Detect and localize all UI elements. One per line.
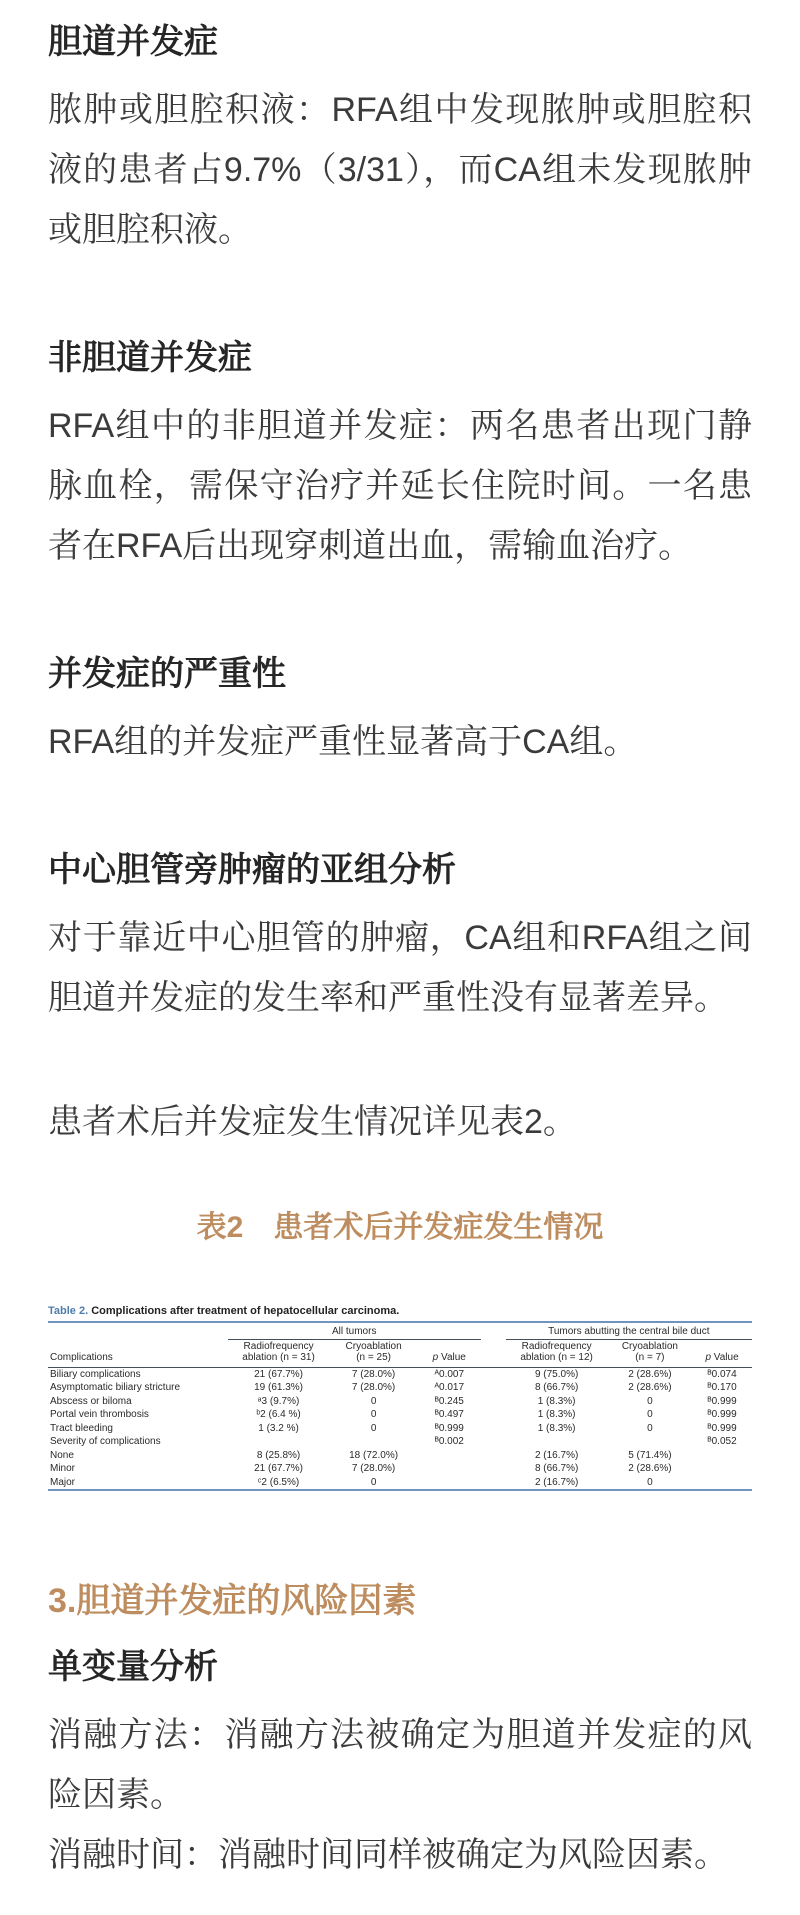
row-label: Tract bleeding	[50, 1422, 113, 1434]
header-line: ablation (n = 12)	[520, 1352, 593, 1363]
cell: 0	[370, 1395, 377, 1407]
spacer-cell	[481, 1339, 506, 1367]
column-header-rfa-all	[228, 1339, 330, 1367]
row-label: Abscess or biloma	[50, 1395, 132, 1407]
header-line: Radiofrequency	[521, 1340, 592, 1352]
cell	[418, 1462, 481, 1476]
row-label: Major	[50, 1476, 76, 1488]
table-row	[48, 1367, 752, 1381]
cell: 5 (71.4%)	[628, 1449, 672, 1461]
section-heading: 非胆道并发症	[48, 339, 252, 377]
cell: 19 (61.3%)	[254, 1382, 304, 1393]
empty-cell	[48, 1325, 228, 1339]
table2-title-text: Complications after treatment of hepatocellular carcinoma.	[91, 1305, 400, 1317]
cell: 1 (8.3%)	[537, 1395, 576, 1407]
header-line: (n = 7)	[635, 1352, 665, 1363]
table-row	[48, 1408, 752, 1422]
cell: 18 (72.0%)	[349, 1449, 399, 1461]
paragraph: 消融时间：消融时间同样被确定为风险因素。	[48, 1836, 728, 1874]
header-line: Value	[711, 1352, 739, 1363]
header-line: ablation (n = 31)	[242, 1352, 315, 1363]
spacer-cell	[481, 1476, 506, 1491]
table-row	[48, 1381, 752, 1395]
table-caption: 表2 患者术后并发症发生情况	[196, 1211, 604, 1244]
cell: 8 (66.7%)	[534, 1382, 579, 1393]
header-line: Radiofrequency	[243, 1340, 314, 1352]
section-heading: 胆道并发症	[48, 23, 218, 61]
cell: ᴮ0.002	[434, 1436, 464, 1447]
cell	[692, 1449, 752, 1463]
cell: 0	[370, 1422, 377, 1434]
cell: ᴮ0.497	[434, 1409, 464, 1420]
cell: ᵃ3 (9.7%)	[257, 1395, 300, 1407]
p-italic: p	[432, 1352, 439, 1363]
cell: 2 (28.6%)	[628, 1463, 672, 1474]
table-reference-paragraph: 患者术后并发症发生情况详见表2。	[48, 1103, 577, 1141]
p-italic: p	[705, 1352, 712, 1363]
table2-column-header-row	[48, 1339, 752, 1367]
table-row	[48, 1449, 752, 1463]
cell: 21 (67.7%)	[254, 1368, 304, 1380]
group-header-central-bile-duct: Tumors abutting the central bile duct	[506, 1325, 752, 1339]
cell: ᴮ0.999	[707, 1422, 737, 1434]
cell: 1 (3.2 %)	[258, 1422, 299, 1434]
table2-title-label: Table 2.	[48, 1305, 89, 1317]
cell: ᴮ0.245	[434, 1395, 464, 1407]
cell: ᴮ0.999	[707, 1409, 737, 1420]
section-heading: 并发症的严重性	[48, 655, 286, 693]
cell	[418, 1476, 481, 1491]
cell: ᶜ2 (6.5%)	[257, 1476, 300, 1488]
cell: 2 (16.7%)	[534, 1476, 579, 1488]
cell: ᴮ0.170	[707, 1382, 737, 1393]
row-label: Severity of complications	[50, 1436, 161, 1447]
table-row	[48, 1422, 752, 1436]
column-header-cryo-all	[330, 1339, 418, 1367]
column-header-rfa-duct	[506, 1339, 608, 1367]
section-subgroup-analysis	[48, 848, 752, 1028]
section-biliary-complications	[48, 20, 752, 260]
cell: 0	[370, 1476, 377, 1488]
spacer-cell	[481, 1435, 506, 1449]
cell	[692, 1462, 752, 1476]
cell: 8 (66.7%)	[534, 1463, 579, 1474]
cell: 2 (16.7%)	[534, 1449, 579, 1461]
spacer-cell	[481, 1395, 506, 1409]
row-label: Portal vein thrombosis	[50, 1409, 149, 1420]
cell: 0	[647, 1395, 653, 1407]
cell: 2 (28.6%)	[628, 1368, 672, 1380]
cell: 7 (28.0%)	[351, 1368, 396, 1380]
section-heading: 中心胆管旁肿瘤的亚组分析	[48, 851, 456, 889]
cell: 9 (75.0%)	[534, 1368, 579, 1380]
cell: 1 (8.3%)	[537, 1409, 576, 1420]
column-header-pvalue-all	[418, 1339, 481, 1367]
table-row	[48, 1395, 752, 1409]
header-line: Value	[438, 1352, 466, 1363]
cell: 8 (25.8%)	[256, 1449, 301, 1461]
header-line: Cryoablation	[345, 1340, 402, 1352]
cell: 1 (8.3%)	[537, 1422, 576, 1434]
row-label: Asymptomatic biliary stricture	[50, 1382, 181, 1393]
cell: ᴮ0.999	[434, 1422, 464, 1434]
table2	[48, 1325, 752, 1491]
cell: ᴮ0.999	[707, 1395, 737, 1407]
paragraph: RFA组中的非胆道并发症：两名患者出现门静脉血栓，需保守治疗并延长住院时间。一名患者在RFA后出现穿刺道出血，需输血治疗。	[48, 407, 752, 565]
row-label: None	[50, 1449, 74, 1461]
cell: 0	[647, 1476, 653, 1488]
table2-figure	[48, 1304, 752, 1491]
group-header-all-tumors: All tumors	[228, 1325, 481, 1339]
row-label: Minor	[50, 1463, 76, 1474]
cell: 2 (28.6%)	[628, 1382, 672, 1393]
spacer-cell	[481, 1449, 506, 1463]
univariate-analysis-heading: 单变量分析	[48, 1648, 218, 1686]
cell: 0	[647, 1422, 653, 1434]
risk-factors-heading: 3.胆道并发症的风险因素	[48, 1582, 417, 1620]
spacer-cell	[481, 1367, 506, 1381]
cell: ᵇ2 (6.4 %)	[256, 1409, 301, 1420]
cell: 0	[647, 1409, 653, 1420]
header-line: (n = 25)	[356, 1352, 391, 1363]
table-row	[48, 1462, 752, 1476]
cell: ᴬ0.007	[434, 1368, 465, 1380]
column-header-complications: Complications	[48, 1339, 228, 1367]
column-header-pvalue-duct	[692, 1339, 752, 1367]
cell	[608, 1435, 692, 1449]
cell: 7 (28.0%)	[351, 1463, 396, 1474]
row-label: Biliary complications	[50, 1368, 141, 1380]
paragraph: 脓肿或胆腔积液：RFA组中发现脓肿或胆腔积液的患者占9.7%（3/31），而CA组未发现脓肿或胆腔积液。	[48, 91, 752, 249]
cell	[506, 1435, 608, 1449]
spacer-cell	[481, 1325, 506, 1339]
section-severity	[48, 652, 752, 772]
section-non-biliary-complications	[48, 336, 752, 576]
header-line: Cryoablation	[621, 1340, 678, 1352]
cell	[330, 1435, 418, 1449]
spacer-cell	[481, 1462, 506, 1476]
table-row	[48, 1476, 752, 1491]
cell: ᴮ0.074	[707, 1368, 737, 1380]
column-header-cryo-duct	[608, 1339, 692, 1367]
cell	[418, 1449, 481, 1463]
paragraph: 消融方法：消融方法被确定为胆道并发症的风险因素。	[48, 1716, 752, 1814]
table2-group-header-row	[48, 1325, 752, 1339]
cell	[692, 1476, 752, 1491]
table2-title	[48, 1304, 752, 1323]
cell: ᴮ0.052	[707, 1436, 737, 1447]
spacer-cell	[481, 1408, 506, 1422]
cell	[228, 1435, 330, 1449]
paragraph: 对于靠近中心胆管的肿瘤，CA组和RFA组之间胆道并发症的发生率和严重性没有显著差异。	[48, 919, 752, 1017]
spacer-cell	[481, 1381, 506, 1395]
cell: ᴬ0.017	[434, 1382, 465, 1393]
cell: 0	[370, 1409, 377, 1420]
spacer-cell	[481, 1422, 506, 1436]
cell: 7 (28.0%)	[351, 1382, 396, 1393]
paragraph: RFA组的并发症严重性显著高于CA组。	[48, 723, 638, 761]
table-row	[48, 1435, 752, 1449]
cell: 21 (67.7%)	[254, 1463, 304, 1474]
